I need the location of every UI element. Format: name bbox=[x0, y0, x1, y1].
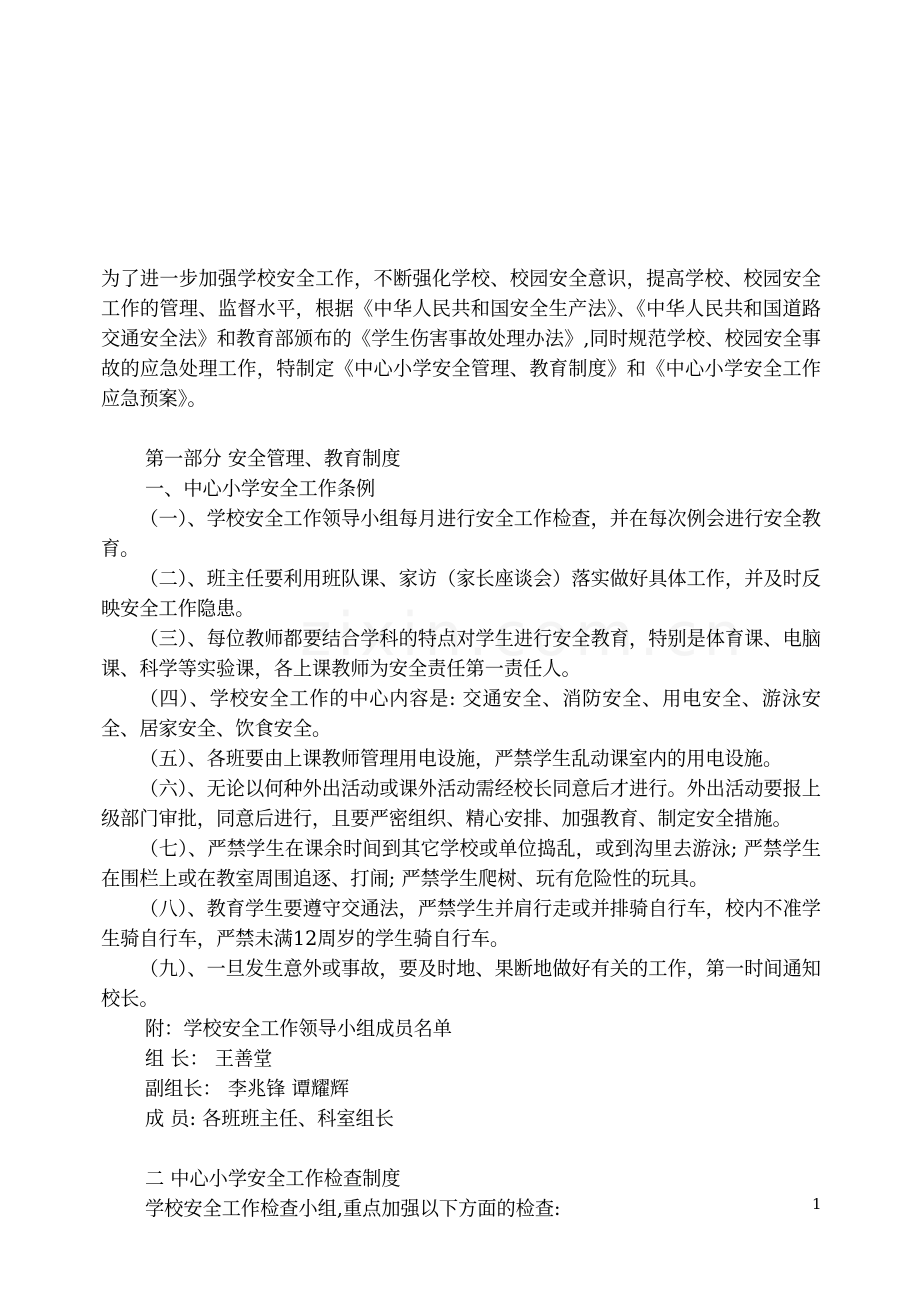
list-item: （八）、教育学生要遵守交通法，严禁学生并肩行走或并排骑自行车，校内不准学生骑自行车，严禁未满12周岁的学生骑自行车。 bbox=[101, 897, 821, 950]
list-item: （六）、无论以何种外出活动或课外活动需经校长同意后才进行。外出活动要报上级部门审批，同意后进行，且要严密组织、精心安排、加强教育、制定安全措施。 bbox=[101, 777, 821, 830]
section-intro: 学校安全工作检查小组,重点加强以下方面的检查: bbox=[145, 1197, 561, 1220]
list-item: （三）、每位教师都要结合学科的特点对学生进行安全教育，特别是体育课、电脑课、科学等实验课，各上课教师为安全责任第一责任人。 bbox=[101, 627, 821, 680]
section-title: 一、中心小学安全工作条例 bbox=[145, 477, 376, 500]
member-staff: 成 员: 各班班主任、科室组长 bbox=[145, 1107, 394, 1130]
list-item: （五）、各班要由上课教师管理用电设施，严禁学生乱动课室内的用电设施。 bbox=[139, 747, 783, 770]
page-number: 1 bbox=[812, 1195, 822, 1213]
appendix-title: 附：学校安全工作领导小组成员名单 bbox=[145, 1017, 452, 1040]
blank-line bbox=[101, 1134, 821, 1164]
document-body bbox=[101, 264, 821, 1224]
list-item: （一）、学校安全工作领导小组每月进行安全工作检查，并在每次例会进行安全教育。 bbox=[101, 507, 821, 560]
member-leader: 组 长： 王善堂 bbox=[145, 1047, 273, 1070]
blank-line bbox=[101, 414, 821, 444]
intro-paragraph: 为了进一步加强学校安全工作，不断强化学校、校园安全意识，提高学校、校园安全工作的管理、监督水平，根据《中华人民共和国安全生产法》、《中华人民共和国道路交通安全法》和教育部颁布的《学生伤害事故处理办法》,同时规范学校、校园安全事故的应急处理工作，特制定《中心小学安全管理、教育制度》和《中心小学安全工作应急预案》。 bbox=[101, 267, 821, 410]
list-item: （九）、一旦发生意外或事故，要及时地、果断地做好有关的工作，第一时间通知校长。 bbox=[101, 957, 821, 1010]
section-title: 二 中心小学安全工作检查制度 bbox=[145, 1167, 401, 1190]
part-title: 第一部分 安全管理、教育制度 bbox=[145, 447, 401, 470]
list-item: （四）、学校安全工作的中心内容是: 交通安全、消防安全、用电安全、游泳安全、居家安全、饮食安全。 bbox=[101, 687, 821, 740]
list-item: （二）、班主任要利用班队课、家访（家长座谈会）落实做好具体工作，并及时反映安全工作隐患。 bbox=[101, 567, 821, 620]
list-item: （七）、严禁学生在课余时间到其它学校或单位捣乱，或到沟里去游泳; 严禁学生在围栏上或在教室周围追逐、打闹; 严禁学生爬树、玩有危险性的玩具。 bbox=[101, 837, 821, 890]
member-deputy: 副组长： 李兆锋 谭耀辉 bbox=[145, 1077, 350, 1100]
